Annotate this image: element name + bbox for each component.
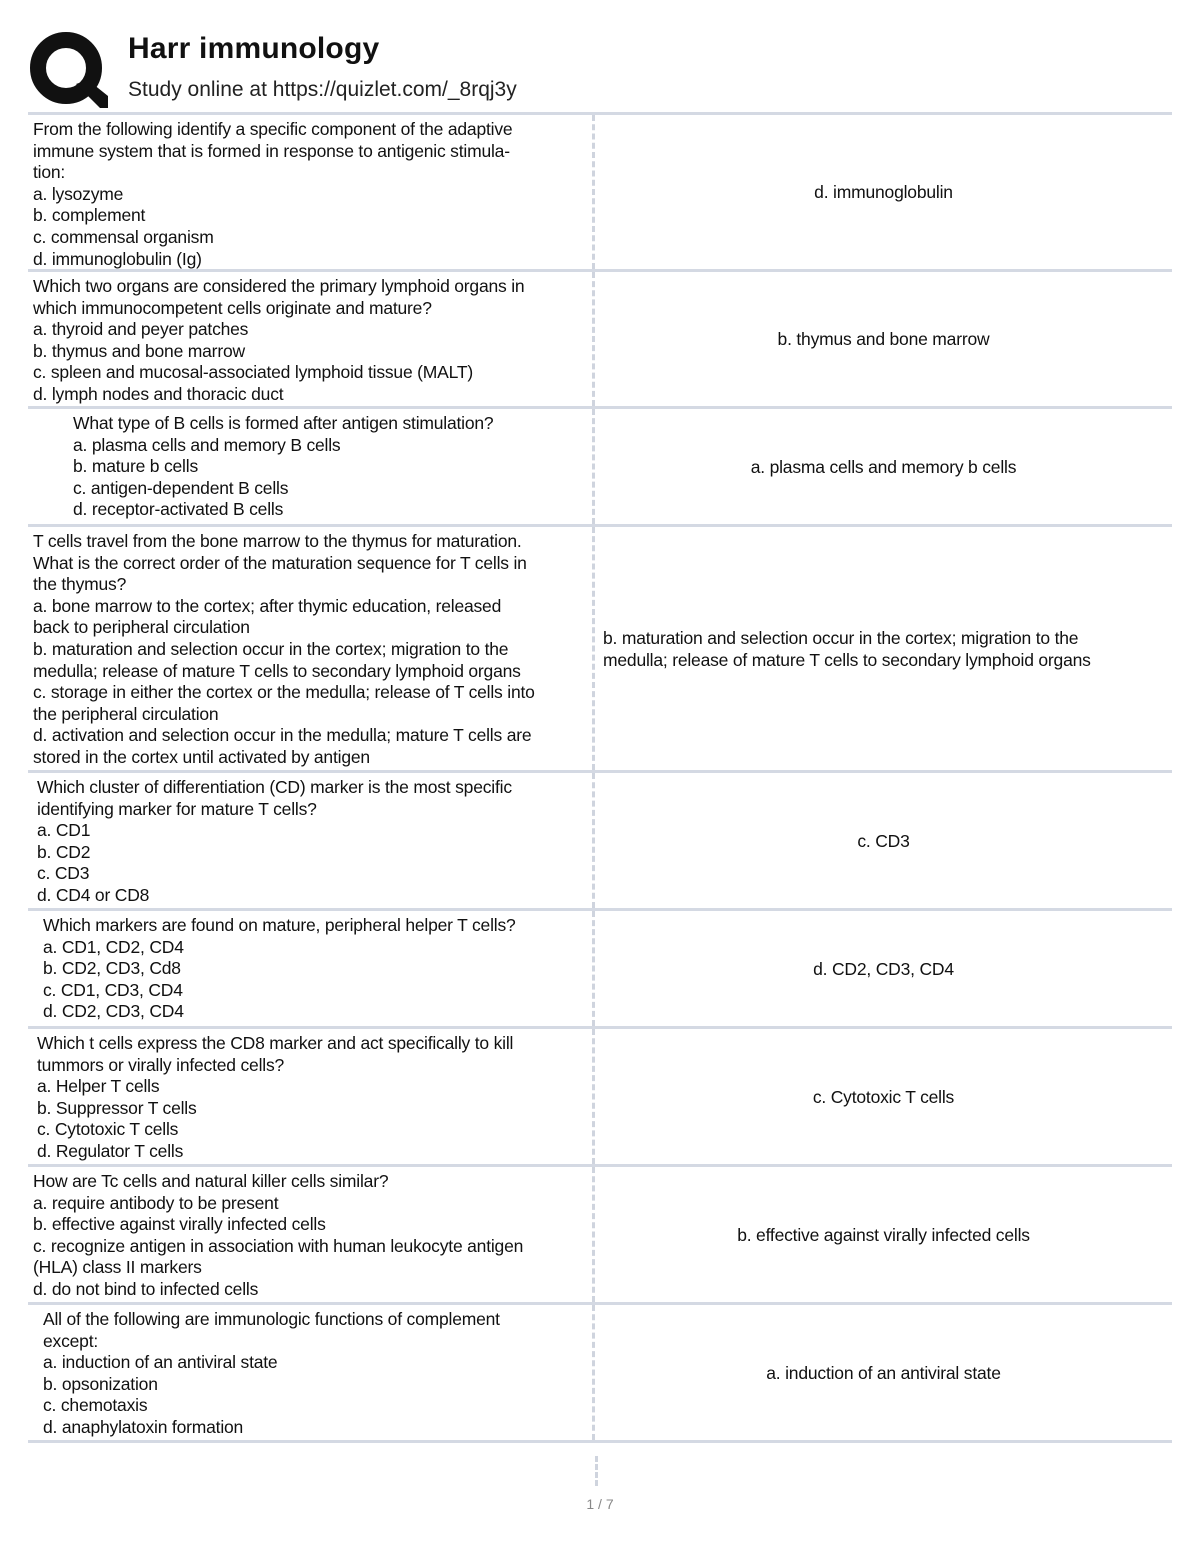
page-header [28,28,1172,110]
term-line: c. commensal organism [33,226,214,247]
card-term [28,1167,595,1302]
term-line: Which cluster of differentiation (CD) marker is the most specific [37,777,512,797]
term-line: d. anaphylatoxin formation [43,1416,244,1437]
term-line: d. do not bind to infected cells [33,1278,259,1299]
term-line: d. receptor-activated B cells [73,499,284,520]
term-line: d. immunoglobulin (Ig) [33,248,202,269]
term-line: medulla; release of mature T cells to secondary lymphoid organs [33,660,521,681]
term-line: a. Helper T cells [37,1076,160,1097]
term-line: b. Suppressor T cells [37,1097,197,1118]
term-line: b. thymus and bone marrow [33,340,245,361]
term-line: (HLA) class II markers [33,1257,202,1278]
term-line: From the following identify a specific component of the adaptive [33,119,513,139]
card-term [28,115,595,269]
card-row [28,908,1172,1026]
term-line: T cells travel from the bone marrow to the thymus for maturation. [33,531,522,551]
column-divider [595,1456,598,1486]
study-online-link[interactable]: Study online at https://quizlet.com/_8rqj3y [128,78,517,101]
term-line: a. lysozyme [33,183,124,204]
term-line: Which two organs are considered the primary lymphoid organs in [33,276,525,296]
term-line: b. opsonization [43,1373,158,1394]
term-line: b. CD2 [37,841,91,862]
card-row [28,1302,1172,1443]
term-line: tummors or virally infected cells? [37,1054,285,1075]
term-line: d. CD4 or CD8 [37,884,150,905]
card-row [28,112,1172,269]
term-line: c. Cytotoxic T cells [37,1119,179,1140]
term-line: immune system that is formed in response to antigenic stimula- [33,140,510,161]
term-line: b. mature b cells [73,456,198,477]
term-line: What is the correct order of the maturation sequence for T cells in [33,552,527,573]
card-definition: d. CD2, CD3, CD4 [813,958,954,979]
term-line: a. CD1, CD2, CD4 [43,936,184,957]
term-line: All of the following are immunologic functions of complement [43,1309,500,1329]
term-line: d. CD2, CD3, CD4 [43,1001,184,1022]
definition-line: medulla; release of mature T cells to secondary lymphoid organs [603,649,1091,670]
term-line: b. CD2, CD3, Cd8 [43,958,181,979]
term-line: c. CD3 [37,863,90,884]
card-term [28,272,595,406]
term-line: except: [43,1330,99,1351]
term-line: d. activation and selection occur in the medulla; mature T cells are [33,725,532,746]
card-term [28,527,595,770]
term-line: What type of B cells is formed after antigen stimulation? [73,413,494,433]
term-line: stored in the cortex until activated by antigen [33,746,370,767]
card-row [28,524,1172,770]
term-line: b. effective against virally infected cells [33,1214,326,1235]
card-term [28,1029,595,1164]
term-line: which immunocompetent cells originate and mature? [33,297,432,318]
term-line: c. CD1, CD3, CD4 [43,979,183,1000]
term-line: identifying marker for mature T cells? [37,798,317,819]
term-line: c. spleen and mucosal-associated lymphoid tissue (MALT) [33,362,473,383]
term-line: c. chemotaxis [43,1395,148,1416]
card-term [28,773,595,908]
flashcard-table [28,112,1172,1443]
term-line: c. antigen-dependent B cells [73,477,289,498]
term-line: a. plasma cells and memory B cells [73,434,341,455]
card-row [28,1164,1172,1302]
term-line: the thymus? [33,574,127,595]
term-line: back to peripheral circulation [33,617,250,638]
card-definition: a. plasma cells and memory b cells [750,456,1017,477]
card-row [28,770,1172,908]
card-row [28,269,1172,406]
term-line: Which markers are found on mature, peripheral helper T cells? [43,915,516,935]
card-definition: c. Cytotoxic T cells [812,1086,955,1107]
term-line: the peripheral circulation [33,703,219,724]
term-line: a. induction of an antiviral state [43,1352,278,1373]
term-line: b. complement [33,205,146,226]
quizlet-logo-icon [28,30,108,110]
card-definition [595,527,1172,770]
term-line: a. require antibody to be present [33,1192,279,1213]
term-line: How are Tc cells and natural killer cells similar? [33,1171,389,1191]
page-number: 1 / 7 [586,1496,614,1512]
card-definition: b. effective against virally infected cells [737,1224,1030,1245]
term-line: c. recognize antigen in association with human leukocyte antigen [33,1235,524,1256]
term-line: tion: [33,162,66,183]
term-line: d. lymph nodes and thoracic duct [33,383,284,404]
term-line: a. CD1 [37,820,91,841]
study-set-title: Harr immunology [128,32,380,65]
term-line: Which t cells express the CD8 marker and act specifically to kill [37,1033,514,1053]
term-line: d. Regulator T cells [37,1140,184,1161]
term-line: a. thyroid and peyer patches [33,319,249,340]
card-definition: a. induction of an antiviral state [766,1362,1001,1383]
card-term [28,1305,595,1440]
definition-line: b. maturation and selection occur in the cortex; migration to the [603,627,1079,648]
card-definition: d. immunoglobulin [814,182,953,202]
card-row [28,406,1172,524]
card-definition: b. thymus and bone marrow [777,329,990,349]
card-term [28,409,595,524]
card-term [28,911,595,1026]
card-row [28,1026,1172,1164]
term-line: b. maturation and selection occur in the cortex; migration to the [33,638,509,659]
card-definition: c. CD3 [857,830,910,851]
term-line: c. storage in either the cortex or the medulla; release of T cells into [33,682,535,703]
term-line: a. bone marrow to the cortex; after thymic education, released [33,595,502,616]
